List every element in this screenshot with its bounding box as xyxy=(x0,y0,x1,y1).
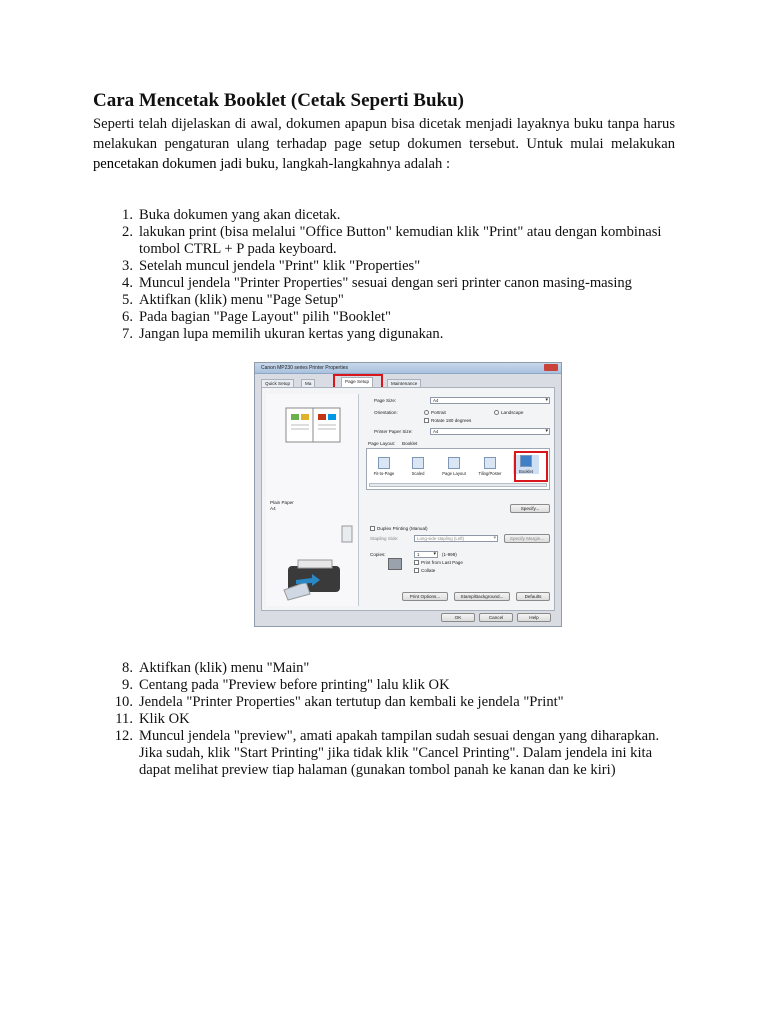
collate-checkbox[interactable] xyxy=(414,568,419,573)
print-options-button[interactable]: Print Options... xyxy=(402,592,448,601)
list-item-text: Jendela "Printer Properties" akan tertutup dan kembali ke jendela "Print" xyxy=(139,694,564,710)
page-size-label: Page Size: xyxy=(374,398,397,403)
list-item-number: 7. xyxy=(122,326,133,342)
layout-tiling-poster[interactable] xyxy=(477,457,503,476)
list-item-number: 11. xyxy=(115,711,133,727)
cancel-button[interactable]: Cancel xyxy=(479,613,513,622)
copies-label: Copies: xyxy=(370,552,386,557)
intro-text-after: , langkah-langkahnya adalah : xyxy=(274,156,451,172)
defaults-button[interactable]: Defaults xyxy=(516,592,550,601)
media-label: Plain Paper xyxy=(270,500,294,505)
printer-properties-screenshot xyxy=(254,362,562,627)
list-item xyxy=(93,660,675,677)
list-item-text: Pada bagian "Page Layout" pilih "Booklet" xyxy=(139,309,392,325)
list-item xyxy=(93,677,675,694)
specify-button[interactable]: Specify... xyxy=(510,504,550,513)
list-item-text: Setelah muncul jendela "Print" klik "Properties" xyxy=(139,258,421,274)
list-item-number: 3. xyxy=(122,258,133,274)
page-layout-icon xyxy=(448,457,460,469)
portrait-label: Portrait xyxy=(431,410,446,415)
list-item xyxy=(93,694,675,711)
portrait-radio[interactable] xyxy=(424,410,429,415)
printer-paper-size-label: Printer Paper Size: xyxy=(374,429,413,434)
copies-input[interactable]: 1 ▾ xyxy=(414,551,438,558)
list-item xyxy=(93,258,675,275)
list-item-number: 12. xyxy=(114,728,133,744)
duplex-checkbox[interactable] xyxy=(370,526,375,531)
list-item-number: 1. xyxy=(122,207,133,223)
list-item-text: Muncul jendela "preview", amati apakah tampilan sudah sesuai dengan yang diharapkan. Jika sudah, klik "Start Printing" jika tidak klik "Cancel Printing". Dalam jendela ini kita dapat melihat preview tiap halaman (gunakan tombol panah ke kanan dan ke kiri) xyxy=(139,728,660,778)
list-item xyxy=(93,292,675,309)
dialog-titlebar xyxy=(255,363,561,374)
ok-button[interactable]: OK xyxy=(441,613,475,622)
intro-text-before: Seperti telah dijelaskan di awal, dokumen apapun bisa dicetak menjadi layaknya buku tanpa harus melakukan pengaturan ulang terhadap page setup dokumen tersebut. Untuk mulai melakukan xyxy=(93,116,675,152)
tab-main[interactable]: Ma xyxy=(301,379,315,389)
layout-page-layout[interactable] xyxy=(441,457,467,476)
list-item-text: Muncul jendela "Printer Properties" sesuai dengan seri printer canon masing-masing xyxy=(139,275,632,291)
page-size-select[interactable]: A4 ▾ xyxy=(430,397,550,404)
list-item-number: 9. xyxy=(122,677,133,693)
document-body xyxy=(93,90,675,343)
page-layout-value: Booklet xyxy=(402,441,418,446)
duplex-label: Duplex Printing (Manual) xyxy=(377,526,428,531)
list-item xyxy=(93,224,675,258)
rotate-checkbox[interactable] xyxy=(424,418,429,423)
dialog-title: Canon MP230 series Printer Properties xyxy=(261,365,348,371)
list-item-text: Centang pada "Preview before printing" lalu klik OK xyxy=(139,677,450,693)
fit-to-page-icon xyxy=(378,457,390,469)
layout-scrollbar[interactable] xyxy=(369,483,547,487)
list-item xyxy=(93,326,675,343)
intro-paragraph xyxy=(93,114,675,174)
list-item-number: 5. xyxy=(122,292,133,308)
rotate-label: Rotate 180 degrees xyxy=(431,418,472,423)
landscape-label: Landscape xyxy=(501,410,524,415)
orientation-label: Orientation: xyxy=(374,410,398,415)
print-from-last-label: Print from Last Page xyxy=(421,560,463,565)
list-item xyxy=(93,275,675,292)
list-item-number: 2. xyxy=(122,224,133,240)
specify-margin-button[interactable]: Specify Margin... xyxy=(504,534,550,543)
stapling-label: Stapling Side: xyxy=(370,536,399,541)
list-item-number: 10. xyxy=(114,694,133,710)
layout-tiling-poster-label: Tiling/Poster xyxy=(478,471,502,476)
list-item-number: 8. xyxy=(122,660,133,676)
print-from-last-checkbox[interactable] xyxy=(414,560,419,565)
close-icon[interactable] xyxy=(544,364,558,371)
list-item-number: 4. xyxy=(122,275,133,291)
scaled-icon xyxy=(412,457,424,469)
layout-fit-to-page-label: Fit-to-Page xyxy=(373,471,395,476)
layout-booklet-label: Booklet xyxy=(519,469,533,474)
list-item-text: Klik OK xyxy=(139,711,190,727)
list-item-text: lakukan print (bisa melalui "Office Button" kemudian klik "Print" atau dengan kombinasi tombol CTRL + P pada keyboard. xyxy=(139,224,662,257)
page-setup-panel xyxy=(261,387,555,611)
media-size: A4 xyxy=(270,506,276,511)
help-button[interactable]: Help xyxy=(517,613,551,622)
page-title: Cara Mencetak Booklet (Cetak Seperti Buku) xyxy=(93,90,464,111)
list-item-number: 6. xyxy=(122,309,133,325)
tab-page-setup[interactable]: Page Setup xyxy=(341,377,373,389)
list-item xyxy=(93,207,675,224)
intro-link[interactable]: pencetakan dokumen jadi buku xyxy=(93,156,275,172)
stamp-background-button[interactable]: Stamp/Background... xyxy=(454,592,510,601)
layout-scaled-label: Scaled xyxy=(411,471,425,476)
list-item-text: Buka dokumen yang akan dicetak. xyxy=(139,207,341,223)
copies-range: (1-999) xyxy=(442,552,457,557)
layout-page-layout-label: Page Layout xyxy=(442,471,466,476)
list-item-text: Aktifkan (klik) menu "Page Setup" xyxy=(139,292,344,308)
preview-area xyxy=(266,394,359,606)
list-item xyxy=(93,309,675,326)
list-item xyxy=(93,728,675,779)
page-layout-label: Page Layout: xyxy=(368,441,396,446)
tab-quick-setup[interactable]: Quick Setup xyxy=(261,379,294,389)
collate-label: Collate xyxy=(421,568,436,573)
copies-stack-icon xyxy=(388,558,402,570)
landscape-radio[interactable] xyxy=(494,410,499,415)
steps-list-part2 xyxy=(93,660,675,779)
list-item-text: Jangan lupa memilih ukuran kertas yang digunakan. xyxy=(139,326,444,342)
tiling-poster-icon xyxy=(484,457,496,469)
stapling-select[interactable]: Long-side stapling (Left) ▾ xyxy=(414,535,498,542)
printer-paper-size-select[interactable]: A4 ▾ xyxy=(430,428,550,435)
layout-scaled[interactable] xyxy=(405,457,431,476)
tab-maintenance[interactable]: Maintenance xyxy=(387,379,421,389)
highlight-booklet xyxy=(514,451,548,482)
steps-list-part1 xyxy=(93,207,675,343)
list-item-text: Aktifkan (klik) menu "Main" xyxy=(139,660,310,676)
layout-fit-to-page[interactable] xyxy=(371,457,397,476)
list-item xyxy=(93,711,675,728)
